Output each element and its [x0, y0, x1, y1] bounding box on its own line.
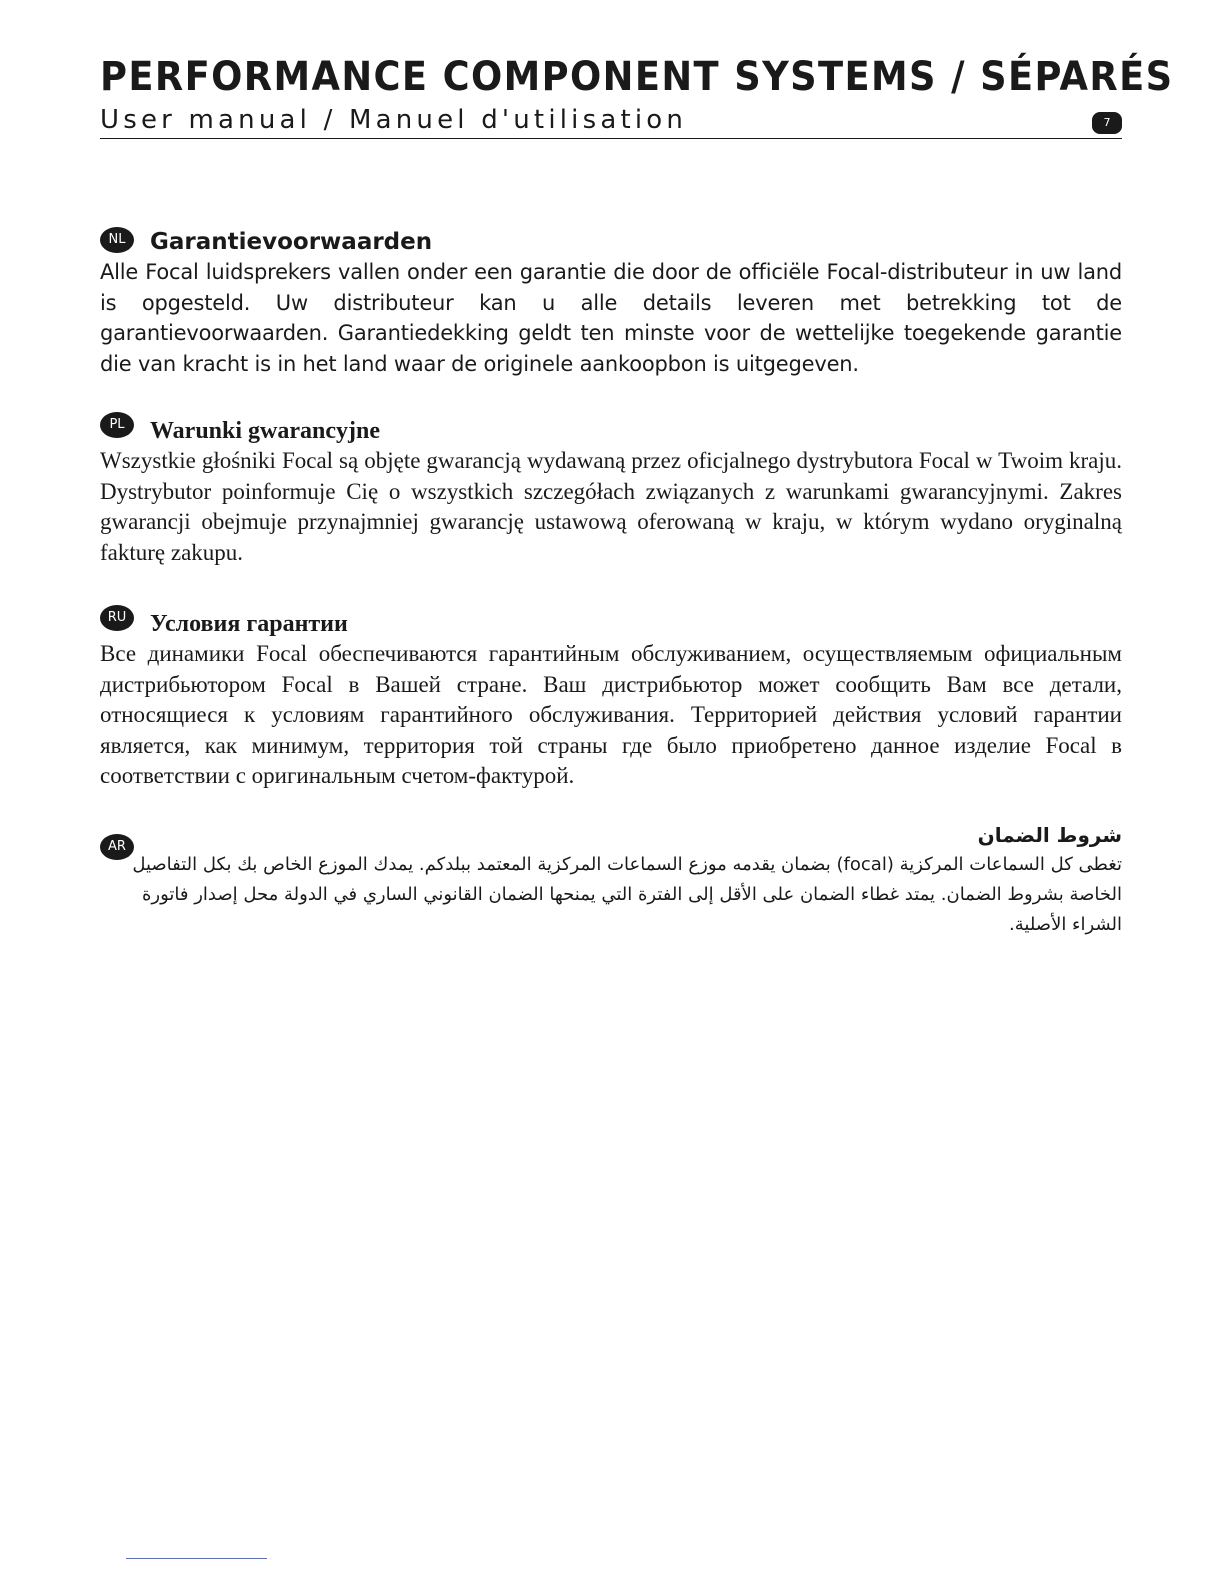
language-badge-ru: RU: [100, 605, 134, 631]
section-title-ar: شروط الضمان: [977, 823, 1122, 847]
section-arabic-warranty: [100, 820, 1122, 950]
section-title-ru: Условия гарантии: [150, 611, 348, 637]
section-body-ru: Все динамики Focal обеспечиваются гарантийным обслуживанием, осуществляемым официальным дистрибьютором Focal в Вашей стране. Ваш дистрибьютор может сообщить Вам все детали, относящиеся к условиям гарантийного обслуживания. Территорией действия условий гарантии является, как минимум, территория той страны где было приобретено данное изделие Focal в соответствии с оригинальным счетом-фактурой.: [100, 641, 1122, 788]
section-polish-warranty: [100, 416, 1122, 576]
document-subtitle: User manual / Manuel d'utilisation: [100, 105, 688, 135]
section-body-pl: Wszystkie głośniki Focal są objęte gwarancją wydawaną przez oficjalnego dystrybutora Focal w Twoim kraju. Dystrybutor poinformuje Cię o wszystkich szczegółach związanych z warunkami gwarancyjnymi. Zakres gwarancji obejmuje przynajmniej gwarancję ustawową oferowaną w kraju, w którym wydano oryginalną fakturę zakupu.: [100, 448, 1122, 565]
page-number-badge: 7: [1092, 112, 1122, 134]
subtitle-row: [100, 102, 1122, 139]
section-body-nl: Alle Focal luidsprekers vallen onder een garantie die door de officiële Focal-distributeur in uw land is opgesteld. Uw distributeur kan u alle details leveren met betrekking tot de garantievoorwaarden. Garantiedekking geldt ten minste voor de wettelijke toegekende garantie die van kracht is in het land waar de originele aankoopbon is uitgegeven.: [100, 260, 1122, 376]
document-title: PERFORMANCE COMPONENT SYSTEMS / SÉPARÉS: [100, 54, 1174, 100]
language-badge-pl: PL: [100, 412, 134, 438]
language-badge-nl: NL: [100, 227, 134, 253]
language-badge-ar: AR: [100, 834, 134, 860]
section-title-pl: Warunki gwarancyjne: [150, 418, 381, 444]
section-russian-warranty: [100, 609, 1122, 799]
page-header: [100, 52, 1174, 139]
section-body-ar: تغطى كل السماعات المركزية (focal) بضمان يقدمه موزع السماعات المركزية المعتمد ببلدكم. يمدك الموزع الخاص بك بكل التفاصيل الخاصة بشروط الضمان. يمتد غطاء الضمان على الأقل إلى الفترة التي يمنحها الضمان القانوني الساري في الدولة محل إصدار فاتورة الشراء الأصلية.: [132, 854, 1122, 935]
section-dutch-warranty: [100, 227, 1122, 387]
footer-rule: [126, 1558, 267, 1559]
section-title-nl: Garantievoorwaarden: [150, 229, 433, 255]
